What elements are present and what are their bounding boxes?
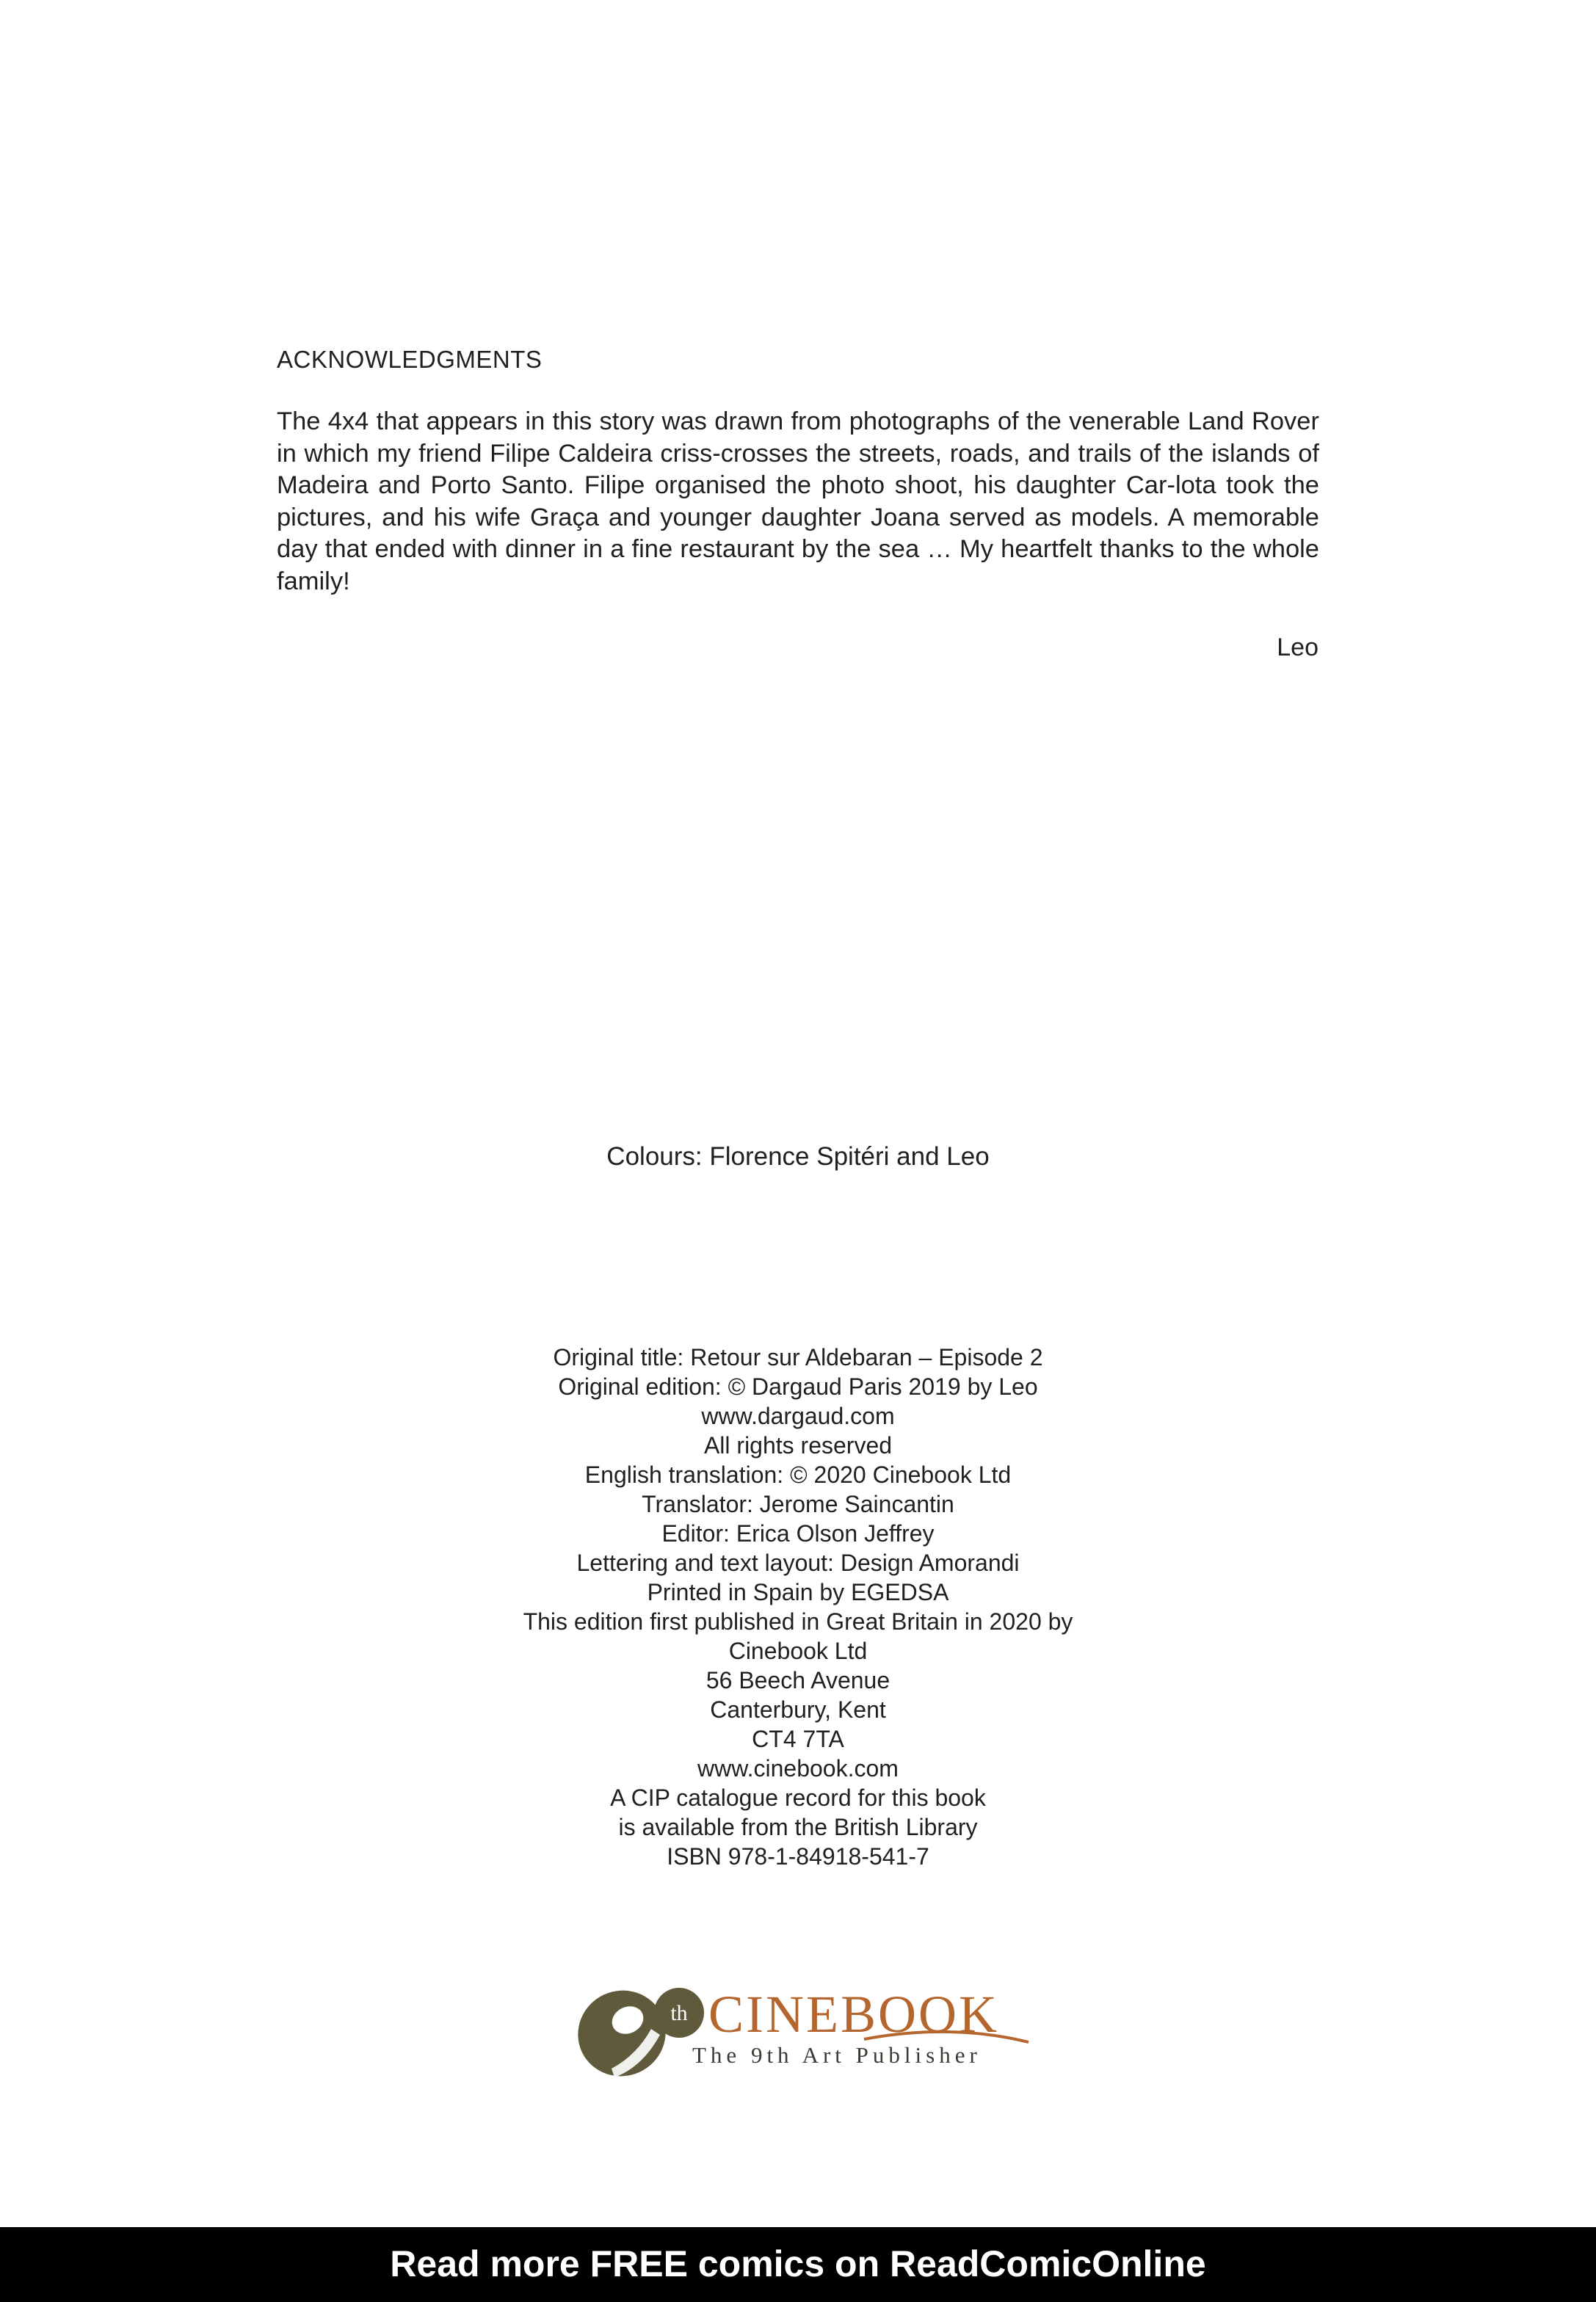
credit-line: This edition first published in Great Britain in 2020 by [523,1608,1073,1635]
acknowledgments-heading: ACKNOWLEDGMENTS [277,346,543,373]
credit-line: 56 Beech Avenue [705,1667,891,1693]
credit-line: Editor: Erica Olson Jeffrey [661,1520,935,1547]
credit-line: CT4 7TA [752,1726,844,1752]
credit-line: Lettering and text layout: Design Amorandi [576,1550,1020,1576]
credit-line: Translator: Jerome Saincantin [642,1491,954,1517]
colours-credit: Colours: Florence Spitéri and Leo [606,1142,990,1171]
credit-line: A CIP catalogue record for this book [610,1784,986,1811]
credit-line: Original edition: © Dargaud Paris 2019 by Leo [558,1373,1038,1400]
swoosh-icon [863,2017,1031,2047]
credit-line: English translation: © 2020 Cinebook Ltd [584,1462,1012,1488]
credit-line: All rights reserved [703,1432,893,1459]
publisher-name: CINEBOOK [708,1985,999,2044]
credit-line: Original title: Retour sur Aldebaran – Episode 2 [553,1344,1043,1370]
publisher-tagline: The 9th Art Publisher [692,2042,982,2068]
credit-line: www.dargaud.com [701,1403,895,1429]
credit-line: Printed in Spain by EGEDSA [647,1579,949,1605]
cinebook-logo [569,1975,1024,2085]
mark-suffix: th [670,2001,688,2025]
acknowledgments-signature: Leo [1277,633,1318,661]
credit-line: Cinebook Ltd [728,1638,868,1664]
copyright-credits [0,1343,1596,1871]
footer-banner [0,2227,1596,2302]
read-more-link[interactable]: Read more FREE comics on ReadComicOnline [390,2243,1206,2284]
credit-line: is available from the British Library [618,1814,978,1840]
credit-line: www.cinebook.com [697,1755,899,1782]
credit-line: Canterbury, Kent [710,1696,886,1723]
credit-line: ISBN 978-1-84918-541-7 [667,1843,929,1870]
acknowledgments-body: The 4x4 that appears in this story was drawn from photographs of the venerable Land Rover in which my friend Filipe Caldeira criss-crosses the streets, roads, and trails of the islands of Madeira and Porto Santo. Filipe organised the photo shoot, his daughter Car-lota took the pictures, and his wife Graça and younger daughter Joana served as models. A memorable day that ended with dinner in a fine restaurant by the sea … My heartfelt thanks to the whole family! [277,407,1319,595]
